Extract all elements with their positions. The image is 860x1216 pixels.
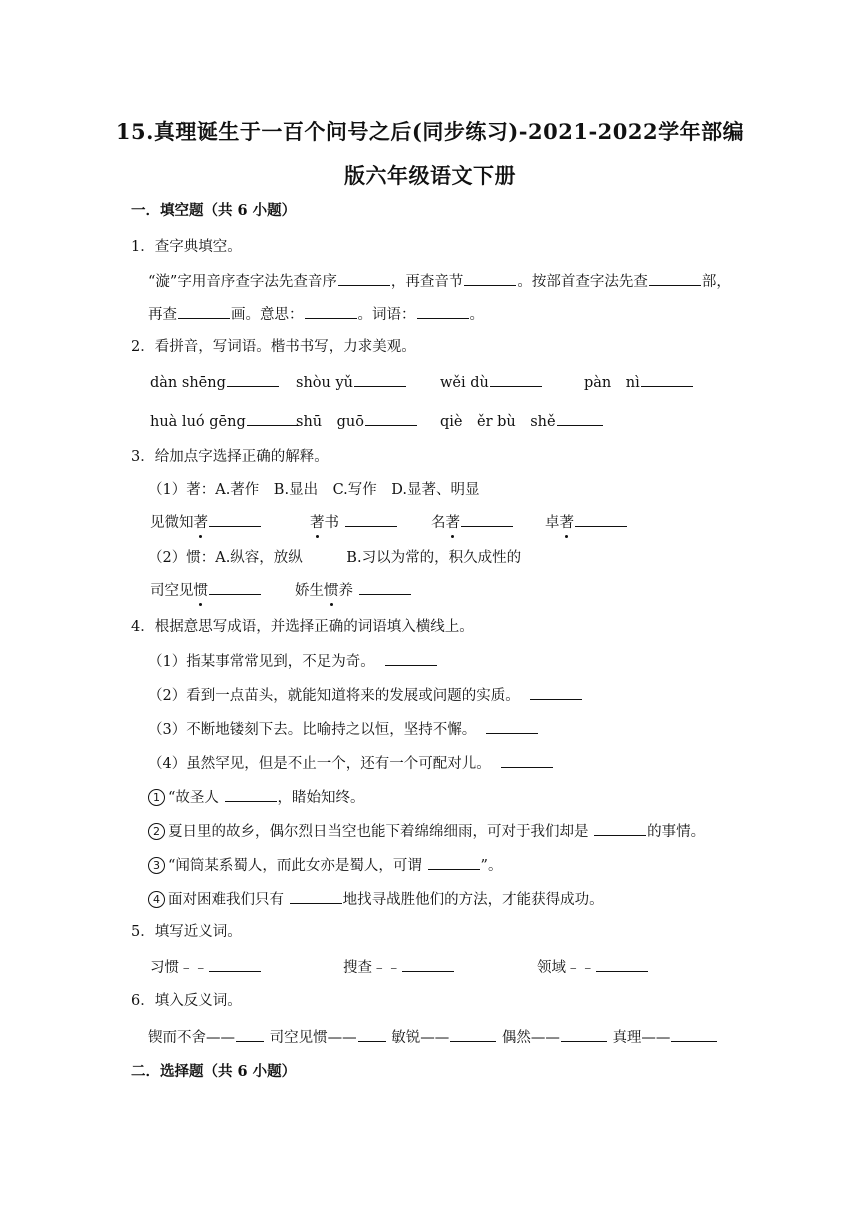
- answer-blank[interactable]: [530, 685, 582, 700]
- pinyin-text: wěi dù: [440, 375, 489, 391]
- sentence-text: “闻筒某系蜀人，而此女亦是蜀人，可谓: [168, 858, 422, 874]
- question-text: 填写近义词。: [154, 924, 242, 940]
- question-3-sub-1: （1）著：A.著作 B.显出 C.写作 D.显著、明显: [148, 482, 480, 498]
- sub-question-text: （4）虽然罕见，但是不止一个，还有一个可配对儿。: [148, 756, 491, 772]
- synonym-item: [343, 957, 455, 978]
- answer-blank[interactable]: [358, 1027, 386, 1042]
- question-number: 3．: [131, 449, 155, 465]
- text-segment: 画。意思：: [231, 307, 304, 323]
- answer-blank[interactable]: [385, 651, 437, 666]
- circled-number: 3: [148, 857, 165, 874]
- word-text: 敏锐——: [391, 1030, 450, 1046]
- question-4-sub-2: [148, 685, 583, 706]
- question-number: 6．: [131, 993, 155, 1009]
- answer-blank[interactable]: [486, 719, 538, 734]
- text-segment: 。: [469, 307, 484, 323]
- answer-blank[interactable]: [305, 304, 357, 319]
- answer-blank[interactable]: [359, 580, 411, 595]
- answer-blank[interactable]: [501, 753, 553, 768]
- question-4-fill-4: [148, 889, 604, 910]
- dotted-word-item: [310, 512, 398, 533]
- word-text: 习惯﹣﹣: [150, 960, 208, 976]
- pinyin-text: qiè ěr bù shě: [440, 414, 556, 430]
- pinyin-item: [150, 411, 300, 432]
- question-4-fill-1: [148, 787, 365, 808]
- answer-blank[interactable]: [671, 1027, 717, 1042]
- pinyin-item: [440, 372, 543, 393]
- sentence-text: “故圣人: [168, 790, 219, 806]
- answer-blank[interactable]: [641, 372, 693, 387]
- word-text: 司空见惯——: [269, 1030, 357, 1046]
- answer-blank[interactable]: [209, 957, 261, 972]
- dotted-word-item: [150, 580, 262, 601]
- question-text: 给加点字选择正确的解释。: [154, 449, 329, 465]
- question-3-stem: [131, 447, 329, 467]
- word-text: 见微知: [150, 515, 194, 531]
- answer-blank[interactable]: [365, 411, 417, 426]
- text-segment: 。词语：: [357, 307, 416, 323]
- sentence-text: 地找寻战胜他们的方法，才能获得成功。: [342, 892, 604, 908]
- answer-blank[interactable]: [225, 787, 277, 802]
- question-4-sub-1: [148, 651, 438, 672]
- pinyin-item: [296, 411, 418, 432]
- question-6-items: [148, 1027, 718, 1048]
- pinyin-text: dàn shēng: [150, 375, 226, 391]
- dotted-char: 著: [559, 515, 574, 531]
- answer-blank[interactable]: [594, 821, 646, 836]
- section-1-heading: 一．填空题（共 6 小题）: [131, 202, 297, 219]
- question-3-sub-1-words: [0, 512, 860, 534]
- word-text: 搜查﹣﹣: [343, 960, 401, 976]
- word-text: 领域﹣﹣: [537, 960, 595, 976]
- question-4-sub-4: [148, 753, 554, 774]
- question-number: 1．: [131, 239, 155, 255]
- answer-blank[interactable]: [402, 957, 454, 972]
- sentence-text: 面对困难我们只有: [168, 892, 284, 908]
- text-segment: “漩”字用音序查字法先查音序: [148, 274, 337, 290]
- answer-blank[interactable]: [557, 411, 603, 426]
- pinyin-item: [440, 411, 604, 432]
- word-text: 锲而不舍——: [148, 1030, 235, 1046]
- sentence-text: 的事情。: [647, 824, 706, 840]
- answer-blank[interactable]: [209, 580, 261, 595]
- synonym-item: [150, 957, 262, 978]
- dotted-word-item: [295, 580, 412, 601]
- pinyin-item: [296, 372, 407, 393]
- title-line-2: 版六年级语文下册: [344, 163, 516, 188]
- answer-blank[interactable]: [575, 512, 627, 527]
- answer-blank[interactable]: [178, 304, 230, 319]
- answer-blank[interactable]: [354, 372, 406, 387]
- sub-question-text: （1）指某事常常见到，不足为奇。: [148, 654, 375, 670]
- circled-number: 4: [148, 891, 165, 908]
- answer-blank[interactable]: [596, 957, 648, 972]
- question-number: 5．: [131, 924, 155, 940]
- word-text: 偶然——: [501, 1030, 560, 1046]
- question-3-sub-2: （2）惯：A.纵容，放纵 B.习以为常的，积久成性的: [148, 550, 522, 566]
- text-segment: 部，: [701, 274, 731, 290]
- word-text: 真理——: [612, 1030, 671, 1046]
- text-segment: 再查: [148, 307, 177, 323]
- answer-blank[interactable]: [561, 1027, 607, 1042]
- answer-blank[interactable]: [428, 855, 480, 870]
- answer-blank[interactable]: [450, 1027, 496, 1042]
- question-text: 根据意思写成语，并选择正确的词语填入横线上。: [154, 619, 474, 635]
- answer-blank[interactable]: [338, 271, 390, 286]
- pinyin-text: huà luó gēng: [150, 414, 246, 430]
- question-number: 2．: [131, 339, 155, 355]
- question-1-line-1: [148, 271, 731, 292]
- question-4-sub-3: [148, 719, 539, 740]
- answer-blank[interactable]: [649, 271, 701, 286]
- title-line-1: 15.真理诞生于一百个问号之后(同步练习)-2021-2022学年部编: [115, 119, 745, 144]
- dotted-char: 著: [193, 515, 208, 531]
- sub-question-text: （2）看到一点苗头，就能知道将来的发展或问题的实质。: [148, 688, 520, 704]
- question-2-row-2: [0, 411, 860, 433]
- dotted-char: 惯: [193, 583, 208, 599]
- answer-blank[interactable]: [464, 271, 516, 286]
- question-4-fill-3: [148, 855, 502, 876]
- word-text: 养: [338, 583, 353, 599]
- pinyin-text: pàn nì: [584, 375, 640, 391]
- question-5-items: [0, 957, 860, 979]
- dotted-char: 著: [445, 515, 460, 531]
- question-text: 填入反义词。: [154, 993, 242, 1009]
- question-4-fill-2: [148, 821, 705, 842]
- word-text: 书: [324, 515, 339, 531]
- pinyin-item: [584, 372, 694, 393]
- sentence-text: ”。: [480, 858, 503, 874]
- answer-blank[interactable]: [461, 512, 513, 527]
- question-1-stem: [131, 237, 242, 257]
- pinyin-text: shòu yǔ: [296, 375, 353, 391]
- question-1-line-2: [148, 304, 484, 325]
- text-segment: 。按部首查字法先查: [517, 274, 648, 290]
- question-text: 查字典填空。: [154, 239, 242, 255]
- answer-blank[interactable]: [490, 372, 542, 387]
- answer-blank[interactable]: [209, 512, 261, 527]
- word-text: 娇生: [295, 583, 324, 599]
- sub-question-text: （3）不断地镂刻下去。比喻持之以恒，坚持不懈。: [148, 722, 477, 738]
- word-text: 卓: [545, 515, 560, 531]
- question-5-stem: [131, 922, 242, 942]
- word-text: 名: [431, 515, 446, 531]
- question-3-sub-2-words: [0, 580, 860, 602]
- sentence-text: ，睹始知终。: [277, 790, 365, 806]
- answer-blank[interactable]: [247, 411, 299, 426]
- answer-blank[interactable]: [417, 304, 469, 319]
- question-number: 4．: [131, 619, 155, 635]
- dotted-char: 著: [310, 515, 325, 531]
- answer-blank[interactable]: [345, 512, 397, 527]
- dotted-word-item: [431, 512, 514, 533]
- question-6-stem: [131, 991, 242, 1011]
- pinyin-text: shū guō: [296, 414, 364, 430]
- sentence-text: 夏日里的故乡，偶尔烈日当空也能下着绵绵细雨，可对于我们却是: [168, 824, 589, 840]
- text-segment: ，再查音节: [390, 274, 464, 290]
- word-text: 司空见: [150, 583, 194, 599]
- question-2-row-1: [0, 372, 860, 394]
- pinyin-item: [150, 372, 280, 393]
- answer-blank[interactable]: [290, 889, 342, 904]
- question-text: 看拼音，写词语。楷书书写，力求美观。: [154, 339, 416, 355]
- circled-number: 1: [148, 789, 165, 806]
- dotted-char: 惯: [324, 583, 339, 599]
- synonym-item: [537, 957, 649, 978]
- answer-blank[interactable]: [236, 1027, 264, 1042]
- dotted-word-item: [545, 512, 628, 533]
- dotted-word-item: [150, 512, 262, 533]
- answer-blank[interactable]: [227, 372, 279, 387]
- question-2-stem: [131, 337, 416, 357]
- circled-number: 2: [148, 823, 165, 840]
- question-4-stem: [131, 617, 474, 637]
- section-2-heading: 二．选择题（共 6 小题）: [131, 1063, 297, 1080]
